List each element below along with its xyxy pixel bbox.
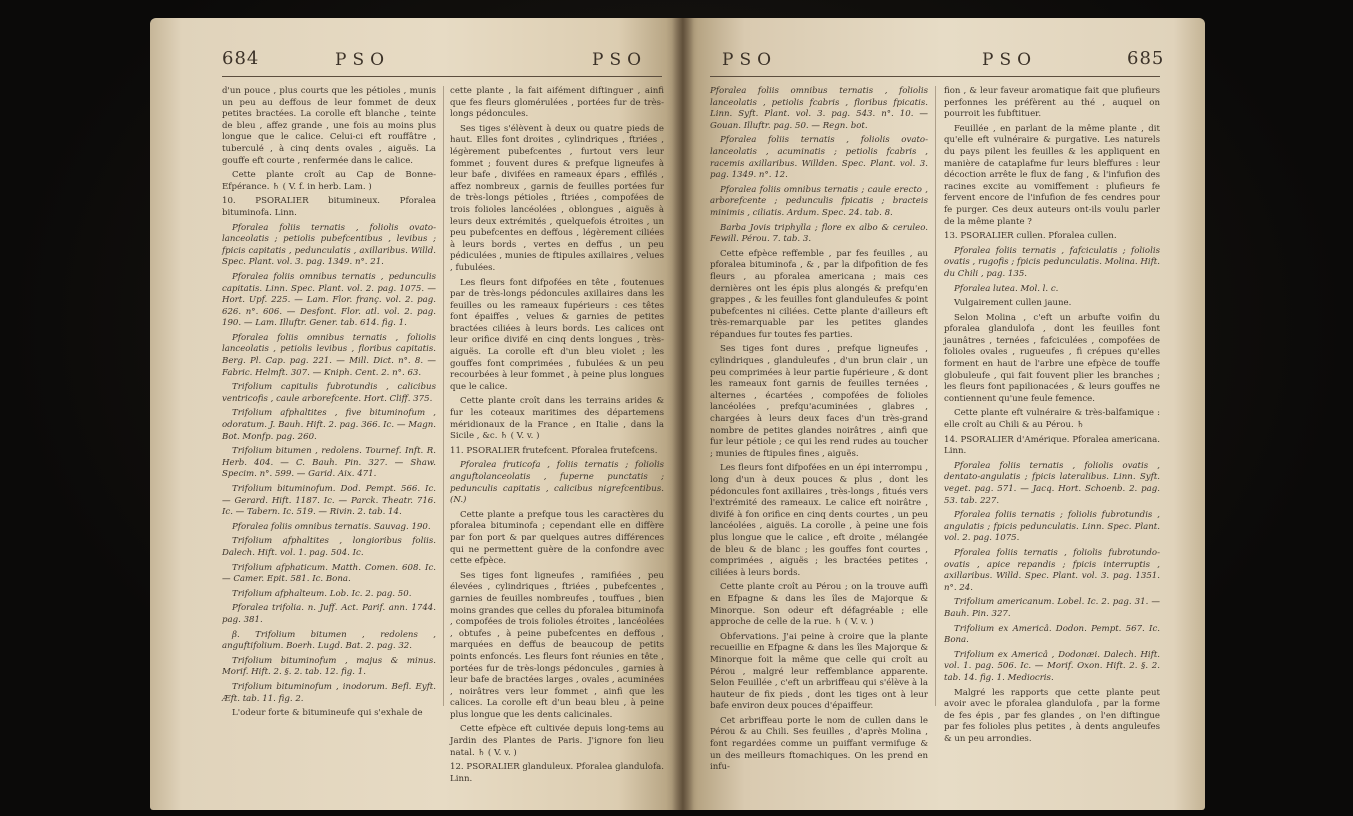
right-page bbox=[682, 18, 1205, 810]
paragraph: d'un pouce , plus courts que les pétioles , munis un peu au deffous de leur fommet de deux petites bractées. La corolle eft blanche , teinte de bleu , affez grande , une fois au moins plus longue que le calice. Celui-ci eft rouffâtre , tuberculé , à cinq dents ovales , aiguës. La gouffe eft courte , renfermée dans le calice. bbox=[222, 86, 436, 166]
paragraph: Trifolium afphaticum. Matth. Comen. 608. Ic. — Camer. Epit. 581. Ic. Bona. bbox=[222, 562, 436, 585]
paragraph: Pforalea foliis omnibus ternatis , pedunculis capitatis. Linn. Spec. Plant. vol. 2. pag. 1075. — Hort. Upf. 225. — Lam. Flor. franç. vol. 2. pag. 626. n°. 606. — Desfont. Flor. atl. vol. 2. pag. 190. — Lam. Illuftr. Gener. tab. 614. fig. 1. bbox=[222, 271, 436, 329]
paragraph: Pforalea foliis ternatis , foliolis ovato-lanceolatis ; petiolis pubefcentibus , levibus ; fpicis capitatis , pedunculatis , axillaribus. Willd. Spec. Plant. vol. 3. pag. 1349. n°. 21. bbox=[222, 222, 436, 268]
paragraph: Les fleurs font difpofées en tête , foutenues par de très-longs pédoncules axillaires dans les feuilles ou les rameaux fupérieurs : ces têtes font épaiffes , velues & garnies de petites bractées ciliées à leurs bords. Les calices ont leur orifice divifé en cinq dents longues , très-aiguës. La corolle eft d'un bleu violet ; les gouffes font comprimées , fubulées & un peu recourbées à leur fommet , à peine plus longues que le calice. bbox=[450, 277, 664, 392]
paragraph: 11. PSORALIER frutefcent. Pforalea frutefcens. bbox=[450, 445, 658, 456]
paragraph: fion , & leur faveur aromatique fait que plufieurs perfonnes les préfèrent au thé , auquel on pourroit les fubftituer. bbox=[944, 86, 1160, 120]
paragraph: L'odeur forte & bitumineufe qui s'exhale de bbox=[232, 708, 423, 719]
header-rule-left bbox=[222, 76, 662, 77]
running-head-left: PSO bbox=[335, 50, 391, 70]
paragraph: Trifolium bitumen , redolens. Tournef. Inft. R. Herb. 404. — C. Bauh. Pin. 327. — Shaw. Specim. n°. 599. — Garid. Aix. 471. bbox=[222, 446, 436, 480]
paragraph: Cette plante eft vulnéraire & très-balfamique : elle croît au Chili & au Pérou. ♄ bbox=[944, 408, 1160, 431]
right-column-1 bbox=[710, 86, 928, 777]
paragraph: Ses tiges font dures , prefque ligneufes , cylindriques , glanduleufes , d'un brun clair , un peu comprimées à leur partie fupérieure , & dont les rameaux font garnis de feuilles ternées , alternes , écartées , compofées de folioles lancéolées , prefqu'acuminées , glabres , chargées à leurs deux faces d'un très-grand nombre de petites glandes noirâtres , ainfi que fur leur pétiole ; ce qui les rend rudes au toucher ; munies de ftipules fines , aiguës. bbox=[710, 344, 928, 459]
paragraph: Cette plante croît au Cap de Bonne-Efpérance. ♄ ( V. f. in herb. Lam. ) bbox=[222, 170, 436, 192]
paragraph: Selon Molina , c'eft un arbufte voifin du pforalea glandulofa , dont les feuilles font jaunâtres , ternées , fafciculées , compofées de folioles ovales , rugueufes , fi crépues qu'elles forment en haut de l'arbre une efpèce de touffe globuleufe , qui fait fouvent plier les branches ; les fleurs font papilionacées , & leurs gouffes ne contiennent qu'une feule femence. bbox=[944, 312, 1160, 404]
paragraph: Pforalea trifolia. n. Juff. Act. Parif. ann. 1744. pag. 381. bbox=[222, 603, 436, 625]
open-book bbox=[150, 18, 1205, 810]
paragraph: Trifolium afphaltites , five bituminofum , odoratum. J. Bauh. Hift. 2. pag. 366. Ic. — Magn. Bot. Monfp. pag. 260. bbox=[222, 408, 436, 442]
paragraph: Pforalea foliis ternatis , foliolis ovatis , dentato-angulatis ; fpicis lateralibus. Linn. Syft. veget. pag. 571. — Jacq. Hort. Schoenb. 2. pag. 53. tab. 227. bbox=[944, 460, 1160, 506]
paragraph: Trifolium afphaltites , longioribus foliis. Dalech. Hift. vol. 1. pag. 504. Ic. bbox=[222, 536, 436, 558]
paragraph: Cette plante croît dans les terrains arides & fur les coteaux maritimes des départemens méridionaux de la France , en Italie , dans la Sicile , &c. ♄ ( V. v. ) bbox=[450, 396, 664, 442]
paragraph: Cette plante croît au Pérou ; on la trouve auffi en Efpagne & dans les îles de Majorque & Minorque. Son odeur eft défagréable ; elle approche de celle de la rue. ♄ ( V. v. ) bbox=[710, 582, 928, 628]
paragraph: Ses tiges s'élèvent à deux ou quatre pieds de haut. Elles font droites , cylindriques , ftriées , légèrement pubefcentes , furtout vers leur fommet ; fouvent dures & prefque ligneufes à leur bafe , divifées en rameaux épars , effilés , affez nombreux , garnis de feuilles portées fur de très-longs pétioles , ftriées , compofées de trois folioles lancéolées , oblongues , aiguës à leurs deux extrémités , quelquefois étroites , un peu pubefcentes en deffous , légèrement ciliées à leurs bords , vertes en deffus , un peu pédiculées , munies de ftipules axillaires , velues , fubulées. bbox=[450, 123, 664, 273]
paragraph: 12. PSORALIER glanduleux. Pforalea glandulofa. Linn. bbox=[450, 762, 664, 784]
paragraph: 13. PSORALIER cullen. Pforalea cullen. bbox=[944, 231, 1117, 242]
paragraph: Trifolium americanum. Lobel. Ic. 2. pag. 31. — Bauh. Pin. 327. bbox=[944, 597, 1160, 619]
running-head-right: PSO bbox=[722, 50, 778, 70]
paragraph: Trifolium bituminofum , majus & minus. Morif. Hift. 2. §. 2. tab. 12. fig. 1. bbox=[222, 655, 436, 678]
header-rule-right bbox=[710, 76, 1160, 77]
paragraph: Trifolium capitulis fubrotundis , calicibus ventricofis , caule arborefcente. Hort. Cliff. 375. bbox=[222, 382, 436, 404]
paragraph: Feuillée , en parlant de la même plante , dit qu'elle eft vulnéraire & purgative. Les naturels du pays pilent les feuilles & les appliquent en manière de cataplafme fur leurs bleffures : leur décoction arrête le flux de fang , & l'infufion des racines excite au vomiffement : plufieurs fe fervent encore de l'infufion de fes cendres pour fe purger. Ces deux auteurs ont-ils voulu parler de la même plante ? bbox=[944, 123, 1160, 227]
paragraph: Les fleurs font difpofées en un épi interrompu , long d'un à deux pouces & plus , dont les pédoncules font axillaires , très-longs , fitués vers l'extrémité des rameaux. Le calice eft noirâtre , divifé à fon orifice en cinq dents courtes , un peu lancéolées , aiguës. La corolle , à peine une fois plus longue que le calice , eft droite , mélangée de bleu & de blanc ; les gouffes font courtes , comprimées , aiguës ; les bractées petites , ciliées à leurs bords. bbox=[710, 463, 928, 578]
paragraph: Vulgairement cullen jaune. bbox=[954, 298, 1072, 309]
paragraph: Obfervations. J'ai peine à croire que la plante recueillie en Efpagne & dans les îles Majorque & Minorque foit la même que celle qui croît au Pérou , malgré leur reffemblance apparente. Selon Feuillée , c'eft un arbriffeau qui s'élève à la hauteur de fix pieds , dont les tiges ont à leur bafe environ deux pouces d'épaiffeur. bbox=[710, 631, 928, 712]
paragraph: Pforalea foliis ternatis , fafciculatis ; foliolis ovatis , rugofis ; fpicis pedunculatis. Molina. Hift. du Chili , pag. 135. bbox=[944, 245, 1160, 279]
paragraph: Cette efpèce reffemble , par fes feuilles , au pforalea bituminofa , & , par la difpofition de fes fleurs , au pforalea americana ; mais ces dernières ont les épis plus alongés & prefqu'en grappes , & les feuilles font glanduleufes & point pubefcentes ni ciliées. Cette plante d'ailleurs eft très-remarquable par les petites glandes répandues fur toutes fes parties. bbox=[710, 248, 928, 340]
column-divider-left bbox=[443, 86, 444, 706]
column-divider-right bbox=[935, 86, 936, 706]
paragraph: Pforalea foliis omnibus ternatis , foliolis lanceolatis , petiolis levibus , floribus capitatis. Berg. Pl. Cap. pag. 221. — Mill. Dict. n°. 8. — Fabric. Helmft. 307. — Kniph. Cent. 2. n°. 63. bbox=[222, 332, 436, 378]
paragraph: Barba Jovis triphylla ; flore ex albo & ceruleo. Fewill. Pérou. 7. tab. 3. bbox=[710, 222, 928, 245]
paragraph: Trifolium ex Americâ , Dodonæi. Dalech. Hift. vol. 1. pag. 506. Ic. — Morif. Oxon. Hift. 2. §. 2. tab. 14. fig. 1. Mediocris. bbox=[944, 649, 1160, 683]
paragraph: Cette efpèce eft cultivée depuis long-tems au Jardin des Plantes de Paris. J'ignore fon lieu natal. ♄ ( V. v. ) bbox=[450, 724, 664, 758]
paragraph: Ses tiges font ligneufes , ramifiées , peu élevées , cylindriques , ftriées , pubefcentes , garnies de feuilles nombreufes , touffues , bien moins grandes que celles du pforalea bituminofa , compofées de trois folioles étroites , lancéolées , obtufes , à peine pubefcentes en deffous , marquées en deffus de beaucoup de petits points enfoncés. Les fleurs font réunies en tête , portées fur de très-longs pédoncules , garnies à leur bafe de bractées larges , ovales , acuminées , noirâtres vers leur fommet , ainfi que les calices. La corolle eft d'un beau bleu , à peine plus longue que les dents calicinales. bbox=[450, 570, 664, 720]
paragraph: cette plante , la fait aifément diftinguer , ainfi que fes fleurs glomérulées , portées fur de très-longs pédoncules. bbox=[450, 86, 664, 120]
paragraph: Pforalea foliis ternatis ; foliolis fubrotundis , angulatis ; fpicis pedunculatis. Linn. Spec. Plant. vol. 2. pag. 1075. bbox=[944, 510, 1160, 544]
paragraph: 14. PSORALIER d'Amérique. Pforalea americana. Linn. bbox=[944, 434, 1160, 457]
page-number-left: 684 bbox=[222, 48, 260, 69]
right-column-2 bbox=[944, 86, 1160, 748]
paragraph: Trifolium bituminofum. Dod. Pempt. 566. Ic. — Gerard. Hift. 1187. Ic. — Parck. Theatr. 716. Ic. — Tabern. Ic. 519. — Rivin. 2. tab. 14. bbox=[222, 484, 436, 518]
left-column-1 bbox=[222, 86, 436, 723]
paragraph: Malgré les rapports que cette plante peut avoir avec le pforalea glandulofa , par la forme de fes épis , par fes glandes , on l'en diftingue par fes folioles plus petites , à dents anguleufes & un peu arrondies. bbox=[944, 687, 1160, 744]
paragraph: Pforalea foliis omnibus ternatis. Sauvag. 190. bbox=[232, 521, 431, 532]
running-head-left-2: PSO bbox=[592, 50, 648, 70]
paragraph: Trifolium afphalteum. Lob. Ic. 2. pag. 50. bbox=[232, 588, 412, 599]
paragraph: Cet arbriffeau porte le nom de cullen dans le Pérou & au Chili. Ses feuilles , d'après Molina , font regardées comme un puiffant vermifuge & un des meilleurs ftomachiques. On les prend en infu- bbox=[710, 715, 928, 773]
paragraph: Pforalea foliis ternatis , foliolis fubrotundo-ovatis , apice repandis ; fpicis interruptis , axillaribus. Willd. Spec. Plant. vol. 3. pag. 1351. n°. 24. bbox=[944, 547, 1160, 593]
paragraph: Pforalea foliis ternatis , foliolis ovato-lanceolatis , acuminatis ; petiolis fcabris , racemis axillaribus. Willden. Spec. Plant. vol. 3. pag. 1349. n°. 12. bbox=[710, 135, 928, 181]
paragraph: β. Trifolium bitumen , redolens , anguftifolium. Boerh. Lugd. Bat. 2. pag. 32. bbox=[222, 629, 436, 652]
running-head-right-2: PSO bbox=[982, 50, 1038, 70]
paragraph: 10. PSORALIER bitumineux. Pforalea bituminofa. Linn. bbox=[222, 196, 436, 218]
paragraph: Trifolium bituminofum , inodorum. Befl. Eyft. Æft. tab. 11. fig. 2. bbox=[222, 681, 436, 704]
paragraph: Pforalea foliis omnibus ternatis ; caule erecto , arborefcente ; pedunculis fpicatis ; bracteis minimis , ciliatis. Ardum. Spec. 24. tab. 8. bbox=[710, 184, 928, 218]
paragraph: Cette plante a prefque tous les caractères du pforalea bituminofa ; cependant elle en diffère par fon port & par quelques autres différences qui ne permettent guère de la confondre avec cette efpèce. bbox=[450, 509, 664, 567]
paragraph: Trifolium ex Americâ. Dodon. Pempt. 567. Ic. Bona. bbox=[944, 623, 1160, 646]
book-gutter bbox=[672, 18, 694, 810]
page-number-right: 685 bbox=[1127, 48, 1165, 69]
left-column-2 bbox=[450, 86, 664, 788]
paragraph: Pforalea foliis omnibus ternatis , foliolis lanceolatis , petiolis fcabris , floribus fpicatis. Linn. Syft. Plant. vol. 3. pag. 543. n°. 10. — Gouan. Illuftr. pag. 50. — Regn. bot. bbox=[710, 86, 928, 131]
left-page bbox=[150, 18, 682, 810]
paragraph: Pforalea fruticofa , foliis ternatis ; foliolis anguftolanceolatis , fuperne punctatis ; pedunculis capitatis , calicibus nigrefcentibus. (N.) bbox=[450, 460, 664, 506]
paragraph: Pforalea lutea. Mol. l. c. bbox=[954, 283, 1059, 294]
